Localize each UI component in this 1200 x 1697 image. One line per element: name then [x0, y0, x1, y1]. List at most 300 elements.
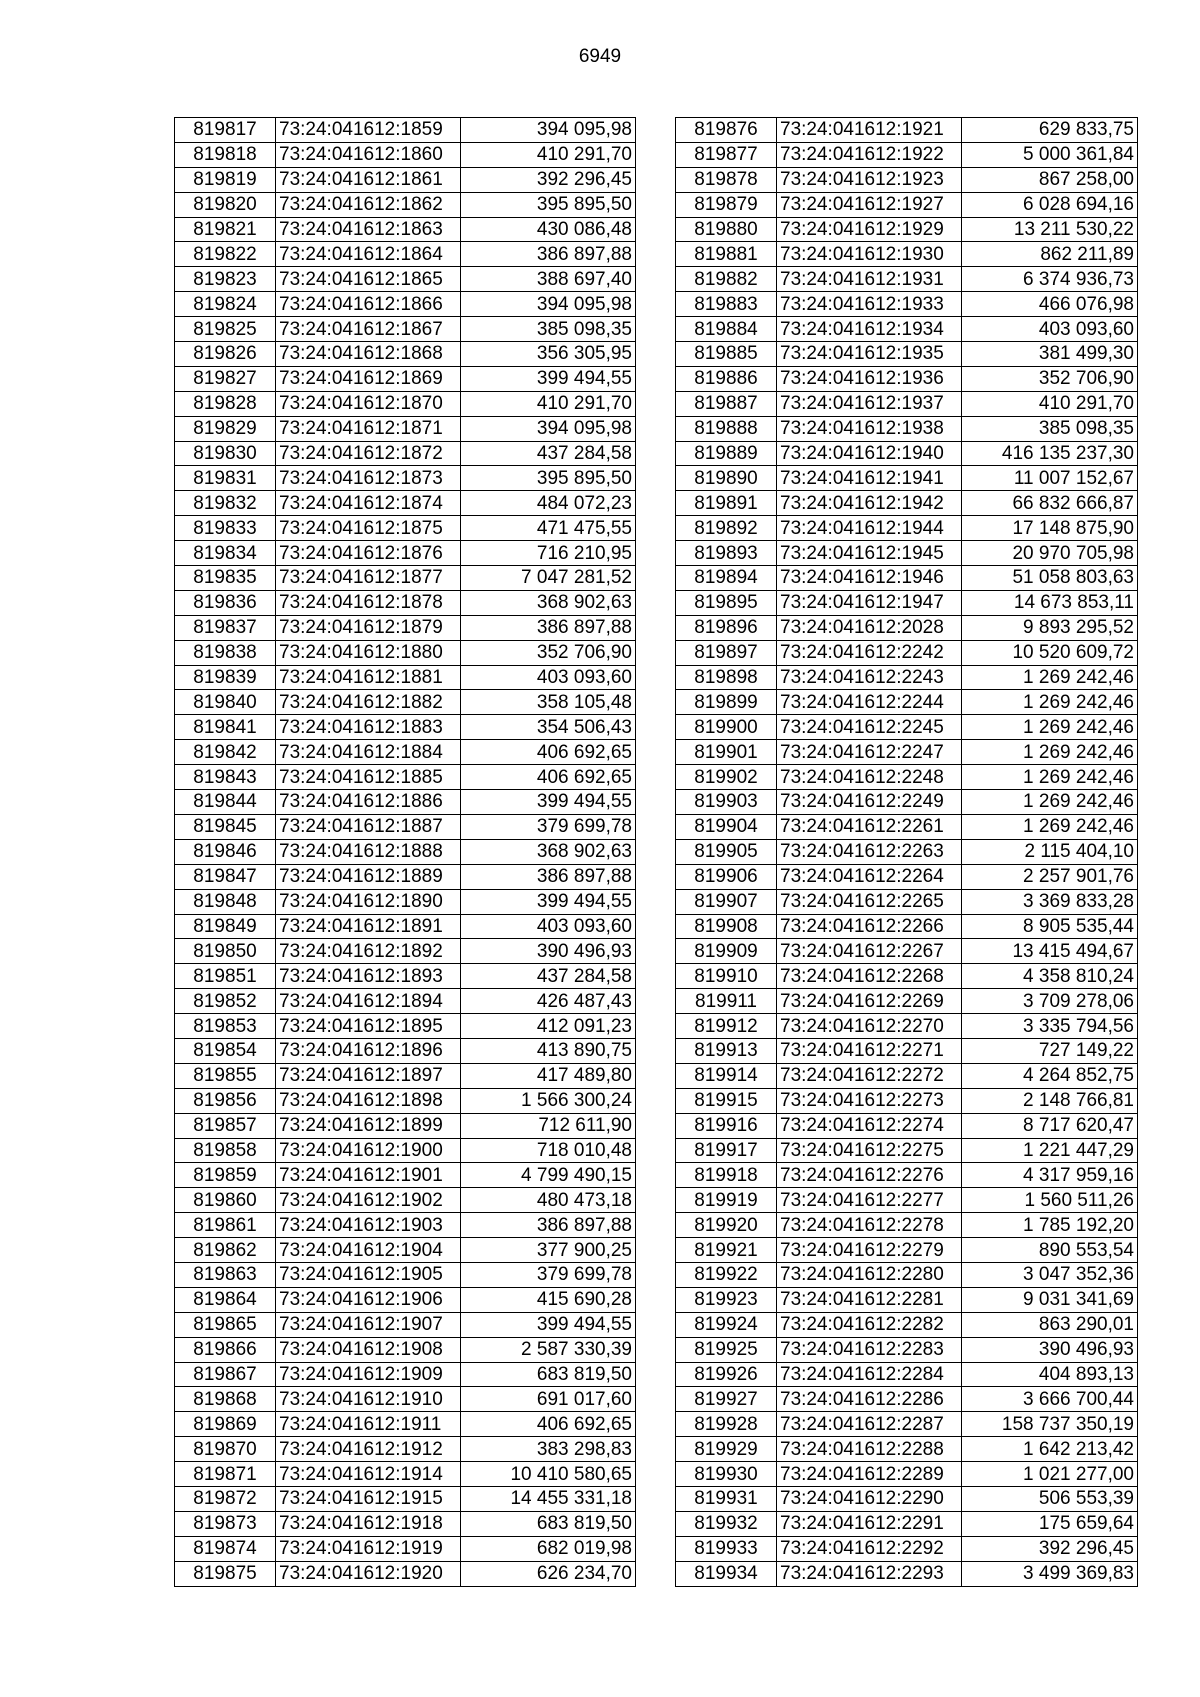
- value-cell: 2 148 766,81: [962, 1088, 1138, 1113]
- value-cell: 395 895,50: [461, 192, 636, 217]
- table-row: [676, 1387, 1138, 1412]
- table-row: [175, 1536, 636, 1561]
- value-cell: 410 291,70: [461, 142, 636, 167]
- table-row: [175, 566, 636, 591]
- row-number-cell: 819878: [676, 167, 777, 192]
- table-row: [175, 1262, 636, 1287]
- table-row: [175, 665, 636, 690]
- value-cell: 8 905 535,44: [962, 914, 1138, 939]
- value-cell: 4 264 852,75: [962, 1063, 1138, 1088]
- table-row: [676, 466, 1138, 491]
- cadastral-number-cell: 73:24:041612:1923: [777, 167, 962, 192]
- cadastral-number-cell: 73:24:041612:2287: [777, 1412, 962, 1437]
- row-number-cell: 819879: [676, 192, 777, 217]
- table-row: [175, 342, 636, 367]
- row-number-cell: 819931: [676, 1486, 777, 1511]
- row-number-cell: 819907: [676, 889, 777, 914]
- table-row: [175, 466, 636, 491]
- row-number-cell: 819891: [676, 491, 777, 516]
- table-row: [676, 590, 1138, 615]
- table-row: [676, 1063, 1138, 1088]
- cadastral-number-cell: 73:24:041612:1936: [777, 366, 962, 391]
- row-number-cell: 819923: [676, 1287, 777, 1312]
- value-cell: 1 021 277,00: [962, 1462, 1138, 1487]
- value-cell: 390 496,93: [461, 939, 636, 964]
- value-cell: 377 900,25: [461, 1238, 636, 1263]
- row-number-cell: 819913: [676, 1038, 777, 1063]
- cadastral-number-cell: 73:24:041612:1919: [276, 1536, 461, 1561]
- table-row: [676, 1462, 1138, 1487]
- cadastral-number-cell: 73:24:041612:2247: [777, 740, 962, 765]
- value-cell: 1 221 447,29: [962, 1138, 1138, 1163]
- cadastral-number-cell: 73:24:041612:2243: [777, 665, 962, 690]
- value-cell: 6 028 694,16: [962, 192, 1138, 217]
- cadastral-number-cell: 73:24:041612:1888: [276, 839, 461, 864]
- row-number-cell: 819831: [175, 466, 276, 491]
- cadastral-number-cell: 73:24:041612:2275: [777, 1138, 962, 1163]
- value-cell: 358 105,48: [461, 690, 636, 715]
- row-number-cell: 819877: [676, 142, 777, 167]
- table-row: [676, 142, 1138, 167]
- cadastral-number-cell: 73:24:041612:2269: [777, 989, 962, 1014]
- cadastral-number-cell: 73:24:041612:2266: [777, 914, 962, 939]
- row-number-cell: 819849: [175, 914, 276, 939]
- row-number-cell: 819863: [175, 1262, 276, 1287]
- row-number-cell: 819928: [676, 1412, 777, 1437]
- row-number-cell: 819857: [175, 1113, 276, 1138]
- table-row: [175, 765, 636, 790]
- row-number-cell: 819905: [676, 839, 777, 864]
- table-row: [175, 590, 636, 615]
- row-number-cell: 819868: [175, 1387, 276, 1412]
- cadastral-number-cell: 73:24:041612:1868: [276, 342, 461, 367]
- row-number-cell: 819818: [175, 142, 276, 167]
- cadastral-number-cell: 73:24:041612:1863: [276, 217, 461, 242]
- row-number-cell: 819820: [175, 192, 276, 217]
- cadastral-number-cell: 73:24:041612:1869: [276, 366, 461, 391]
- value-cell: 417 489,80: [461, 1063, 636, 1088]
- table-row: [676, 1038, 1138, 1063]
- table-row: [676, 1238, 1138, 1263]
- value-cell: 352 706,90: [461, 640, 636, 665]
- row-number-cell: 819828: [175, 391, 276, 416]
- table-row: [676, 690, 1138, 715]
- table-row: [676, 1213, 1138, 1238]
- cadastral-number-cell: 73:24:041612:1900: [276, 1138, 461, 1163]
- cadastral-number-cell: 73:24:041612:2274: [777, 1113, 962, 1138]
- cadastral-number-cell: 73:24:041612:1867: [276, 317, 461, 342]
- value-cell: 385 098,35: [461, 317, 636, 342]
- row-number-cell: 819929: [676, 1437, 777, 1462]
- row-number-cell: 819925: [676, 1337, 777, 1362]
- table-row: [676, 939, 1138, 964]
- value-cell: 11 007 152,67: [962, 466, 1138, 491]
- value-cell: 8 717 620,47: [962, 1113, 1138, 1138]
- value-cell: 14 673 853,11: [962, 590, 1138, 615]
- row-number-cell: 819856: [175, 1088, 276, 1113]
- cadastral-number-cell: 73:24:041612:2271: [777, 1038, 962, 1063]
- cadastral-number-cell: 73:24:041612:1944: [777, 516, 962, 541]
- table-left: [174, 117, 636, 1587]
- table-row: [175, 1437, 636, 1462]
- cadastral-number-cell: 73:24:041612:1859: [276, 118, 461, 143]
- cadastral-number-cell: 73:24:041612:2291: [777, 1511, 962, 1536]
- value-cell: 399 494,55: [461, 790, 636, 815]
- row-number-cell: 819927: [676, 1387, 777, 1412]
- row-number-cell: 819838: [175, 640, 276, 665]
- table-row: [175, 640, 636, 665]
- row-number-cell: 819900: [676, 715, 777, 740]
- cadastral-number-cell: 73:24:041612:1895: [276, 1014, 461, 1039]
- cadastral-number-cell: 73:24:041612:2280: [777, 1262, 962, 1287]
- table-row: [676, 889, 1138, 914]
- value-cell: 20 970 705,98: [962, 541, 1138, 566]
- value-cell: 1 566 300,24: [461, 1088, 636, 1113]
- value-cell: 394 095,98: [461, 292, 636, 317]
- row-number-cell: 819921: [676, 1238, 777, 1263]
- row-number-cell: 819827: [175, 366, 276, 391]
- table-row: [175, 242, 636, 267]
- table-row: [676, 1014, 1138, 1039]
- table-row: [175, 939, 636, 964]
- table-row: [676, 839, 1138, 864]
- table-row: [676, 1486, 1138, 1511]
- value-cell: 862 211,89: [962, 242, 1138, 267]
- value-cell: 1 560 511,26: [962, 1188, 1138, 1213]
- row-number-cell: 819894: [676, 566, 777, 591]
- table-row: [175, 814, 636, 839]
- row-number-cell: 819844: [175, 790, 276, 815]
- cadastral-number-cell: 73:24:041612:2249: [777, 790, 962, 815]
- value-cell: 403 093,60: [461, 665, 636, 690]
- cadastral-number-cell: 73:24:041612:1906: [276, 1287, 461, 1312]
- table-row: [175, 1511, 636, 1536]
- row-number-cell: 819853: [175, 1014, 276, 1039]
- cadastral-number-cell: 73:24:041612:1934: [777, 317, 962, 342]
- table-row: [676, 715, 1138, 740]
- cadastral-number-cell: 73:24:041612:1892: [276, 939, 461, 964]
- cadastral-number-cell: 73:24:041612:2244: [777, 690, 962, 715]
- table-row: [175, 1362, 636, 1387]
- value-cell: 3 369 833,28: [962, 889, 1138, 914]
- cadastral-number-cell: 73:24:041612:1893: [276, 964, 461, 989]
- row-number-cell: 819842: [175, 740, 276, 765]
- row-number-cell: 819888: [676, 416, 777, 441]
- cadastral-number-cell: 73:24:041612:2283: [777, 1337, 962, 1362]
- table-row: [175, 391, 636, 416]
- row-number-cell: 819915: [676, 1088, 777, 1113]
- cadastral-number-cell: 73:24:041612:2279: [777, 1238, 962, 1263]
- value-cell: 484 072,23: [461, 491, 636, 516]
- cadastral-number-cell: 73:24:041612:1921: [777, 118, 962, 143]
- table-row: [676, 317, 1138, 342]
- cadastral-number-cell: 73:24:041612:1874: [276, 491, 461, 516]
- row-number-cell: 819903: [676, 790, 777, 815]
- table-row: [175, 1462, 636, 1487]
- cadastral-number-cell: 73:24:041612:1884: [276, 740, 461, 765]
- value-cell: 379 699,78: [461, 814, 636, 839]
- row-number-cell: 819846: [175, 839, 276, 864]
- row-number-cell: 819876: [676, 118, 777, 143]
- cadastral-number-cell: 73:24:041612:1878: [276, 590, 461, 615]
- cadastral-number-cell: 73:24:041612:1930: [777, 242, 962, 267]
- table-row: [175, 1088, 636, 1113]
- value-cell: 466 076,98: [962, 292, 1138, 317]
- row-number-cell: 819912: [676, 1014, 777, 1039]
- table-row: [676, 765, 1138, 790]
- cadastral-number-cell: 73:24:041612:1931: [777, 267, 962, 292]
- cadastral-number-cell: 73:24:041612:2290: [777, 1486, 962, 1511]
- cadastral-number-cell: 73:24:041612:1877: [276, 566, 461, 591]
- cadastral-number-cell: 73:24:041612:2284: [777, 1362, 962, 1387]
- table-row: [175, 1412, 636, 1437]
- table-row: [676, 516, 1138, 541]
- value-cell: 394 095,98: [461, 416, 636, 441]
- row-number-cell: 819896: [676, 615, 777, 640]
- row-number-cell: 819839: [175, 665, 276, 690]
- table-row: [676, 1536, 1138, 1561]
- row-number-cell: 819830: [175, 441, 276, 466]
- value-cell: 727 149,22: [962, 1038, 1138, 1063]
- row-number-cell: 819893: [676, 541, 777, 566]
- value-cell: 867 258,00: [962, 167, 1138, 192]
- cadastral-number-cell: 73:24:041612:1918: [276, 1511, 461, 1536]
- row-number-cell: 819866: [175, 1337, 276, 1362]
- cadastral-number-cell: 73:24:041612:2265: [777, 889, 962, 914]
- table-row: [676, 1188, 1138, 1213]
- row-number-cell: 819860: [175, 1188, 276, 1213]
- value-cell: 4 317 959,16: [962, 1163, 1138, 1188]
- table-row: [175, 541, 636, 566]
- value-cell: 386 897,88: [461, 1213, 636, 1238]
- table-row: [175, 839, 636, 864]
- value-cell: 683 819,50: [461, 1362, 636, 1387]
- row-number-cell: 819897: [676, 640, 777, 665]
- table-row: [175, 217, 636, 242]
- row-number-cell: 819875: [175, 1561, 276, 1586]
- table-row: [175, 914, 636, 939]
- table-row: [175, 1138, 636, 1163]
- row-number-cell: 819870: [175, 1437, 276, 1462]
- row-number-cell: 819840: [175, 690, 276, 715]
- value-cell: 1 269 242,46: [962, 715, 1138, 740]
- table-row: [175, 441, 636, 466]
- cadastral-number-cell: 73:24:041612:1907: [276, 1312, 461, 1337]
- table-row: [175, 1287, 636, 1312]
- row-number-cell: 819924: [676, 1312, 777, 1337]
- table-row: [676, 1113, 1138, 1138]
- row-number-cell: 819920: [676, 1213, 777, 1238]
- cadastral-number-cell: 73:24:041612:1898: [276, 1088, 461, 1113]
- row-number-cell: 819884: [676, 317, 777, 342]
- value-cell: 3 047 352,36: [962, 1262, 1138, 1287]
- cadastral-number-cell: 73:24:041612:1897: [276, 1063, 461, 1088]
- table-row: [175, 167, 636, 192]
- cadastral-number-cell: 73:24:041612:2278: [777, 1213, 962, 1238]
- row-number-cell: 819926: [676, 1362, 777, 1387]
- cadastral-number-cell: 73:24:041612:2261: [777, 814, 962, 839]
- table-row: [676, 989, 1138, 1014]
- cadastral-number-cell: 73:24:041612:1865: [276, 267, 461, 292]
- value-cell: 1 269 242,46: [962, 740, 1138, 765]
- cadastral-number-cell: 73:24:041612:2282: [777, 1312, 962, 1337]
- table-row: [175, 491, 636, 516]
- cadastral-number-cell: 73:24:041612:1927: [777, 192, 962, 217]
- table-row: [175, 142, 636, 167]
- value-cell: 712 611,90: [461, 1113, 636, 1138]
- table-row: [676, 1287, 1138, 1312]
- table-row: [175, 1337, 636, 1362]
- cadastral-number-cell: 73:24:041612:1879: [276, 615, 461, 640]
- table-row: [175, 1561, 636, 1586]
- row-number-cell: 819909: [676, 939, 777, 964]
- cadastral-number-cell: 73:24:041612:2242: [777, 640, 962, 665]
- value-cell: 416 135 237,30: [962, 441, 1138, 466]
- table-row: [676, 242, 1138, 267]
- table-row: [676, 790, 1138, 815]
- value-cell: 890 553,54: [962, 1238, 1138, 1263]
- cadastral-number-cell: 73:24:041612:1929: [777, 217, 962, 242]
- value-cell: 471 475,55: [461, 516, 636, 541]
- table-row: [676, 217, 1138, 242]
- value-cell: 682 019,98: [461, 1536, 636, 1561]
- table-row: [175, 1486, 636, 1511]
- value-cell: 4 799 490,15: [461, 1163, 636, 1188]
- cadastral-number-cell: 73:24:041612:1873: [276, 466, 461, 491]
- table-row: [175, 1113, 636, 1138]
- value-cell: 13 211 530,22: [962, 217, 1138, 242]
- row-number-cell: 819858: [175, 1138, 276, 1163]
- row-number-cell: 819847: [175, 864, 276, 889]
- table-row: [676, 1511, 1138, 1536]
- cadastral-number-cell: 73:24:041612:1870: [276, 391, 461, 416]
- row-number-cell: 819899: [676, 690, 777, 715]
- cadastral-number-cell: 73:24:041612:1922: [777, 142, 962, 167]
- cadastral-number-cell: 73:24:041612:2264: [777, 864, 962, 889]
- value-cell: 175 659,64: [962, 1511, 1138, 1536]
- value-cell: 426 487,43: [461, 989, 636, 1014]
- cadastral-number-cell: 73:24:041612:1885: [276, 765, 461, 790]
- row-number-cell: 819886: [676, 366, 777, 391]
- table-row: [175, 615, 636, 640]
- table-row: [676, 441, 1138, 466]
- row-number-cell: 819887: [676, 391, 777, 416]
- value-cell: 13 415 494,67: [962, 939, 1138, 964]
- table-row: [676, 964, 1138, 989]
- value-cell: 683 819,50: [461, 1511, 636, 1536]
- row-number-cell: 819837: [175, 615, 276, 640]
- table-right: [675, 117, 1138, 1587]
- cadastral-number-cell: 73:24:041612:2248: [777, 765, 962, 790]
- table-row: [175, 964, 636, 989]
- table-row: [175, 790, 636, 815]
- table-row: [175, 1063, 636, 1088]
- row-number-cell: 819910: [676, 964, 777, 989]
- row-number-cell: 819869: [175, 1412, 276, 1437]
- value-cell: 413 890,75: [461, 1038, 636, 1063]
- value-cell: 10 520 609,72: [962, 640, 1138, 665]
- table-row: [175, 267, 636, 292]
- row-number-cell: 819864: [175, 1287, 276, 1312]
- cadastral-number-cell: 73:24:041612:2270: [777, 1014, 962, 1039]
- row-number-cell: 819883: [676, 292, 777, 317]
- row-number-cell: 819850: [175, 939, 276, 964]
- table-row: [676, 366, 1138, 391]
- value-cell: 1 269 242,46: [962, 665, 1138, 690]
- cadastral-number-cell: 73:24:041612:2292: [777, 1536, 962, 1561]
- cadastral-number-cell: 73:24:041612:1902: [276, 1188, 461, 1213]
- cadastral-number-cell: 73:24:041612:2286: [777, 1387, 962, 1412]
- table-row: [676, 1362, 1138, 1387]
- row-number-cell: 819916: [676, 1113, 777, 1138]
- cadastral-number-cell: 73:24:041612:1876: [276, 541, 461, 566]
- cadastral-number-cell: 73:24:041612:1896: [276, 1038, 461, 1063]
- row-number-cell: 819855: [175, 1063, 276, 1088]
- value-cell: 2 115 404,10: [962, 839, 1138, 864]
- row-number-cell: 819873: [175, 1511, 276, 1536]
- row-number-cell: 819895: [676, 590, 777, 615]
- value-cell: 399 494,55: [461, 1312, 636, 1337]
- table-row: [676, 167, 1138, 192]
- value-cell: 399 494,55: [461, 889, 636, 914]
- value-cell: 410 291,70: [962, 391, 1138, 416]
- row-number-cell: 819917: [676, 1138, 777, 1163]
- cadastral-number-cell: 73:24:041612:1941: [777, 466, 962, 491]
- table-row: [175, 1238, 636, 1263]
- value-cell: 415 690,28: [461, 1287, 636, 1312]
- cadastral-number-cell: 73:24:041612:1872: [276, 441, 461, 466]
- value-cell: 2 257 901,76: [962, 864, 1138, 889]
- value-cell: 6 374 936,73: [962, 267, 1138, 292]
- row-number-cell: 819829: [175, 416, 276, 441]
- table-row: [676, 491, 1138, 516]
- value-cell: 3 499 369,83: [962, 1561, 1138, 1586]
- row-number-cell: 819881: [676, 242, 777, 267]
- table-row: [676, 665, 1138, 690]
- row-number-cell: 819889: [676, 441, 777, 466]
- cadastral-number-cell: 73:24:041612:1880: [276, 640, 461, 665]
- row-number-cell: 819934: [676, 1561, 777, 1586]
- value-cell: 386 897,88: [461, 864, 636, 889]
- row-number-cell: 819882: [676, 267, 777, 292]
- cadastral-number-cell: 73:24:041612:2272: [777, 1063, 962, 1088]
- row-number-cell: 819859: [175, 1163, 276, 1188]
- table-row: [676, 118, 1138, 143]
- row-number-cell: 819906: [676, 864, 777, 889]
- cadastral-number-cell: 73:24:041612:1860: [276, 142, 461, 167]
- cadastral-number-cell: 73:24:041612:1891: [276, 914, 461, 939]
- value-cell: 410 291,70: [461, 391, 636, 416]
- value-cell: 1 642 213,42: [962, 1437, 1138, 1462]
- table-row: [676, 615, 1138, 640]
- value-cell: 386 897,88: [461, 242, 636, 267]
- table-row: [175, 989, 636, 1014]
- row-number-cell: 819922: [676, 1262, 777, 1287]
- value-cell: 718 010,48: [461, 1138, 636, 1163]
- table-row: [676, 342, 1138, 367]
- cadastral-number-cell: 73:24:041612:2276: [777, 1163, 962, 1188]
- value-cell: 392 296,45: [962, 1536, 1138, 1561]
- row-number-cell: 819836: [175, 590, 276, 615]
- table-row: [175, 516, 636, 541]
- value-cell: 430 086,48: [461, 217, 636, 242]
- row-number-cell: 819817: [175, 118, 276, 143]
- cadastral-number-cell: 73:24:041612:1947: [777, 590, 962, 615]
- table-row: [175, 1312, 636, 1337]
- row-number-cell: 819841: [175, 715, 276, 740]
- value-cell: 1 269 242,46: [962, 790, 1138, 815]
- value-cell: 379 699,78: [461, 1262, 636, 1287]
